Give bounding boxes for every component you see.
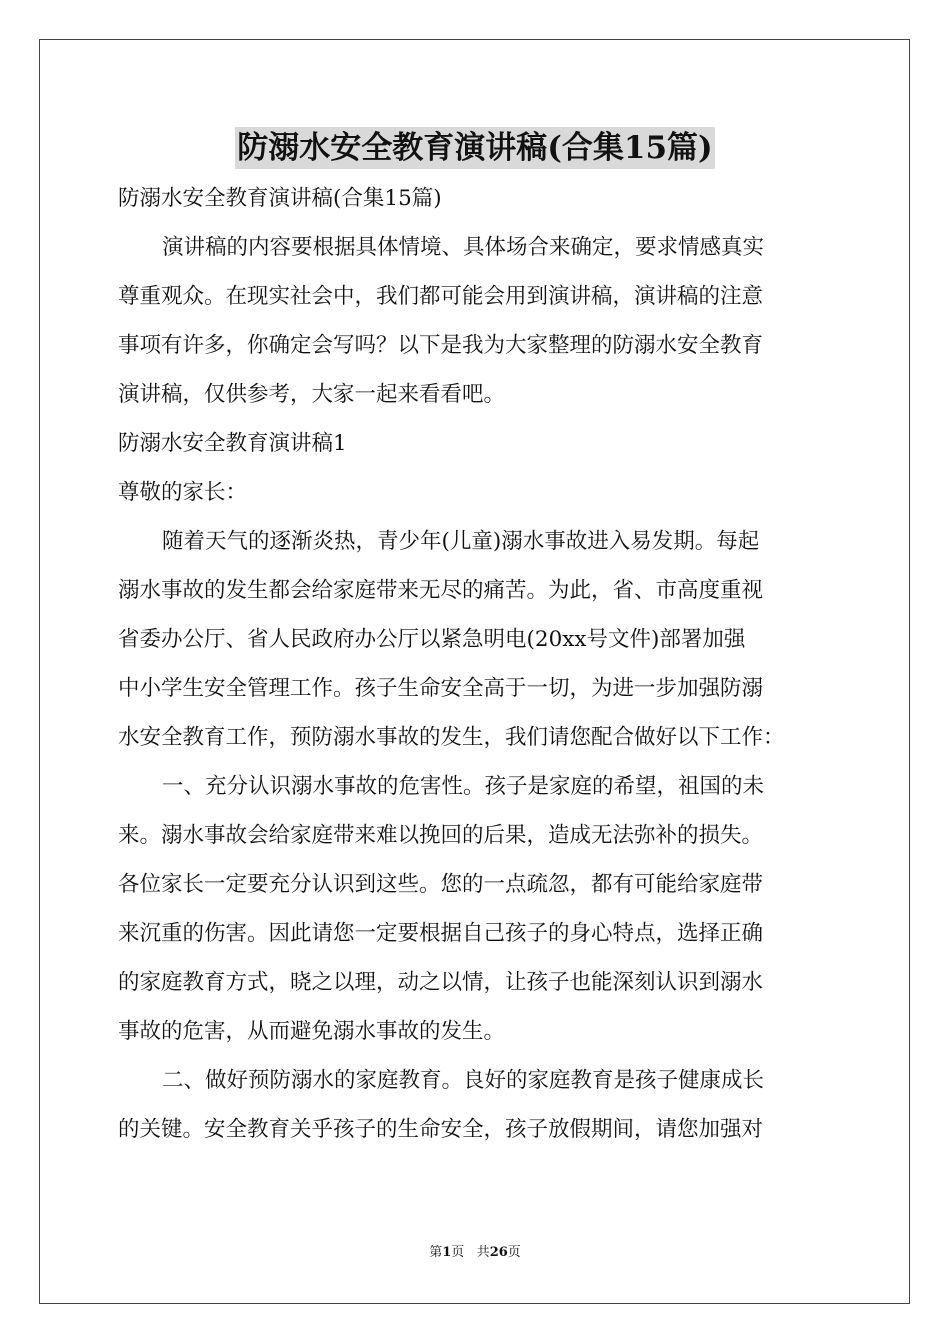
text-line: 事故的危害，从而避免溺水事故的发生。	[118, 1019, 506, 1044]
page-footer	[0, 1243, 950, 1263]
footer-page-suffix: 页	[451, 1245, 465, 1260]
text-line: 事项有许多，你确定会写吗？以下是我为大家整理的防溺水安全教育	[118, 333, 764, 358]
text-line: 二、做好预防溺水的家庭教育。良好的家庭教育是孩子健康成长	[162, 1068, 765, 1093]
footer-total-suffix: 页	[507, 1245, 521, 1260]
footer-page-number: 1	[442, 1245, 452, 1260]
text-line: 一、充分认识溺水事故的危害性。孩子是家庭的希望，祖国的未	[162, 774, 765, 799]
text-line: 尊重观众。在现实社会中，我们都可能会用到演讲稿，演讲稿的注意	[118, 284, 764, 309]
document-title: 防溺水安全教育演讲稿(合集15篇)	[235, 127, 714, 169]
document-body	[118, 174, 836, 1154]
text-line: 的关键。安全教育关乎孩子的生命安全，孩子放假期间，请您加强对	[118, 1117, 764, 1142]
text-line: 各位家长一定要充分认识到这些。您的一点疏忽，都有可能给家庭带	[118, 872, 764, 897]
text-line: 尊敬的家长：	[118, 480, 248, 505]
text-line: 的家庭教育方式，晓之以理，动之以情，让孩子也能深刻认识到溺水	[118, 970, 764, 995]
footer-total-pages: 26	[489, 1245, 508, 1260]
text-line: 省委办公厅、省人民政府办公厅以紧急明电(20xx号文件)部署加强	[118, 627, 746, 652]
text-line: 随着天气的逐渐炎热，青少年(儿童)溺水事故进入易发期。每起	[162, 529, 760, 554]
text-line: 来。溺水事故会给家庭带来难以挽回的后果，造成无法弥补的损失。	[118, 823, 764, 848]
text-line: 防溺水安全教育演讲稿(合集15篇)	[118, 186, 442, 211]
text-line: 中小学生安全管理工作。孩子生命安全高于一切，为进一步加强防溺	[118, 676, 764, 701]
text-line: 演讲稿的内容要根据具体情境、具体场合来确定，要求情感真实	[162, 235, 765, 260]
footer-total-prefix: 共	[476, 1245, 490, 1260]
footer-page-prefix: 第	[429, 1245, 443, 1260]
text-line: 防溺水安全教育演讲稿1	[118, 431, 347, 456]
text-line: 溺水事故的发生都会给家庭带来无尽的痛苦。为此，省、市高度重视	[118, 578, 764, 603]
text-line: 水安全教育工作，预防溺水事故的发生，我们请您配合做好以下工作：	[118, 725, 785, 750]
text-line: 来沉重的伤害。因此请您一定要根据自己孩子的身心特点，选择正确	[118, 921, 764, 946]
text-line: 演讲稿，仅供参考，大家一起来看看吧。	[118, 382, 506, 407]
title-wrap	[0, 127, 950, 169]
